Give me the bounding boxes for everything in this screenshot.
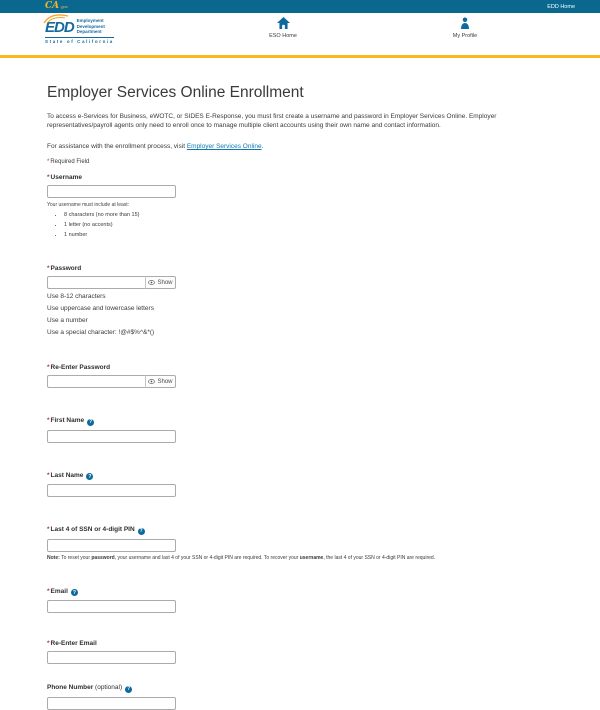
required-marker: * [47,526,50,533]
password-rule: Use uppercase and lowercase letters [47,305,154,312]
reenter-password-input[interactable] [47,375,146,388]
reenter-password-label [47,364,560,371]
edd-logo[interactable] [45,18,114,44]
ssn-note [47,555,560,561]
ca-gov-logo-suffix: .gov [60,4,68,9]
eye-icon [148,280,155,285]
ssn-pin-field-group [47,526,560,561]
note-body: To reset your [59,554,92,561]
phone-optional-text: (optional) [93,684,123,691]
help-icon[interactable]: ? [72,589,76,596]
reenter-password-field-group [47,364,560,388]
intro-text: To access e-Services for Business, eWOTC, or SIDES E-Response, you must first create a username and password in Employer Services Online. Employer representatives/payroll agents only need to enroll once to manage multiple client accounts using their own name and contact information. [47,113,497,129]
username-rules-list [64,212,560,238]
required-marker: * [47,159,50,165]
nav-my-profile[interactable] [437,17,493,39]
required-marker: * [47,265,50,272]
username-label [47,174,560,181]
last-name-input[interactable] [47,484,176,497]
email-field-group [47,588,560,614]
phone-field-group [47,684,560,710]
assistance-text [47,143,560,150]
reenter-password-show-label: Show [157,378,173,385]
password-input[interactable] [47,276,146,289]
page-title: Employer Services Online Enrollment [47,84,304,101]
gold-divider [0,55,600,58]
reenter-email-input[interactable] [47,651,176,664]
edd-logo-tagline: State of California [45,38,114,44]
email-label [47,588,560,597]
help-icon[interactable]: ? [89,419,93,425]
password-rule: Use a number [47,317,88,324]
required-marker: * [47,174,50,181]
utility-bar [0,0,600,13]
password-field-group [47,265,560,337]
email-input[interactable] [47,600,176,613]
required-field-label: Required Field [50,159,90,165]
ca-gov-logo-script: CA [45,1,60,11]
username-rule-item: • 1 number [64,232,560,238]
required-marker: * [47,471,50,479]
required-field-note [47,159,560,165]
employer-services-online-link[interactable]: Employer Services Online [186,143,262,150]
phone-label-text: Phone Number [47,684,94,691]
edd-logo-dept-line: Employment [76,18,104,23]
nav-eso-home[interactable] [255,17,311,39]
home-icon [277,17,290,29]
ssn-pin-label-text: Last 4 of SSN or 4-digit PIN [50,526,135,533]
note-prefix: Note: [47,554,60,561]
note-body: , the last 4 of your SSN or 4-digit PIN are required. [323,554,436,561]
password-input-wrap [47,276,176,289]
edd-logo-dept-line: Development [76,23,105,29]
first-name-label-text: First Name [50,417,85,424]
reenter-password-show-button[interactable] [145,375,176,388]
site-header [0,13,600,55]
person-icon [459,17,471,29]
last-name-label [47,472,560,481]
reenter-email-label [47,640,560,647]
help-icon[interactable]: ? [127,686,131,692]
edd-logo-dept-lines [77,18,105,35]
required-marker: * [47,417,50,424]
required-marker: * [47,587,50,595]
password-label-text: Password [50,265,82,272]
username-rule-item: • 1 letter (no accents) [64,222,560,228]
edd-logo-swoosh-icon [43,14,69,24]
ca-gov-logo[interactable] [45,2,68,11]
phone-label [47,684,560,693]
reenter-email-label-text: Re-Enter Email [50,640,97,647]
last-name-field-group [47,472,560,498]
username-input[interactable] [47,185,176,198]
password-show-label: Show [157,279,173,286]
password-rule: Use a special character: !@#$%^&*() [47,329,155,336]
last-name-label-text: Last Name [50,471,84,479]
assistance-suffix: . [261,143,264,150]
eye-icon [148,379,155,384]
first-name-field-group [47,417,560,443]
ssn-pin-input[interactable] [47,539,176,552]
edd-home-link[interactable]: EDD Home [547,3,575,10]
help-icon[interactable]: ? [139,528,143,534]
first-name-label [47,417,560,426]
main-content [0,84,600,710]
email-label-text: Email [50,587,68,595]
ssn-pin-label [47,526,560,535]
password-show-button[interactable] [145,276,176,289]
reenter-password-input-wrap [47,375,176,388]
nav-my-profile-label: My Profile [452,33,478,39]
required-marker: * [47,364,50,371]
first-name-input[interactable] [47,430,176,443]
help-icon[interactable]: ? [88,473,92,480]
note-bold: password [91,554,115,561]
username-rule-item: • 8 characters (no more than 15) [64,212,560,218]
username-field-group [47,174,560,238]
reenter-email-field-group [47,640,560,664]
note-bold: username [299,554,324,561]
username-rules-intro: Your username must include at least: [47,202,130,208]
password-label [47,265,560,272]
phone-input[interactable] [47,697,176,710]
password-rule: Use 8-12 characters [47,293,106,300]
assistance-prefix: For assistance with the enrollment process, visit [47,143,187,150]
edd-logo-acronym: EDD [45,18,74,36]
nav-eso-home-label: ESO Home [269,33,297,39]
required-marker: * [47,640,50,647]
note-body: , your username and last 4 of your SSN or 4-digit PIN are required. To recover your [114,554,300,561]
reenter-password-label-text: Re-Enter Password [50,364,111,371]
edd-logo-dept-line: Department [76,29,102,34]
username-label-text: Username [50,174,82,181]
